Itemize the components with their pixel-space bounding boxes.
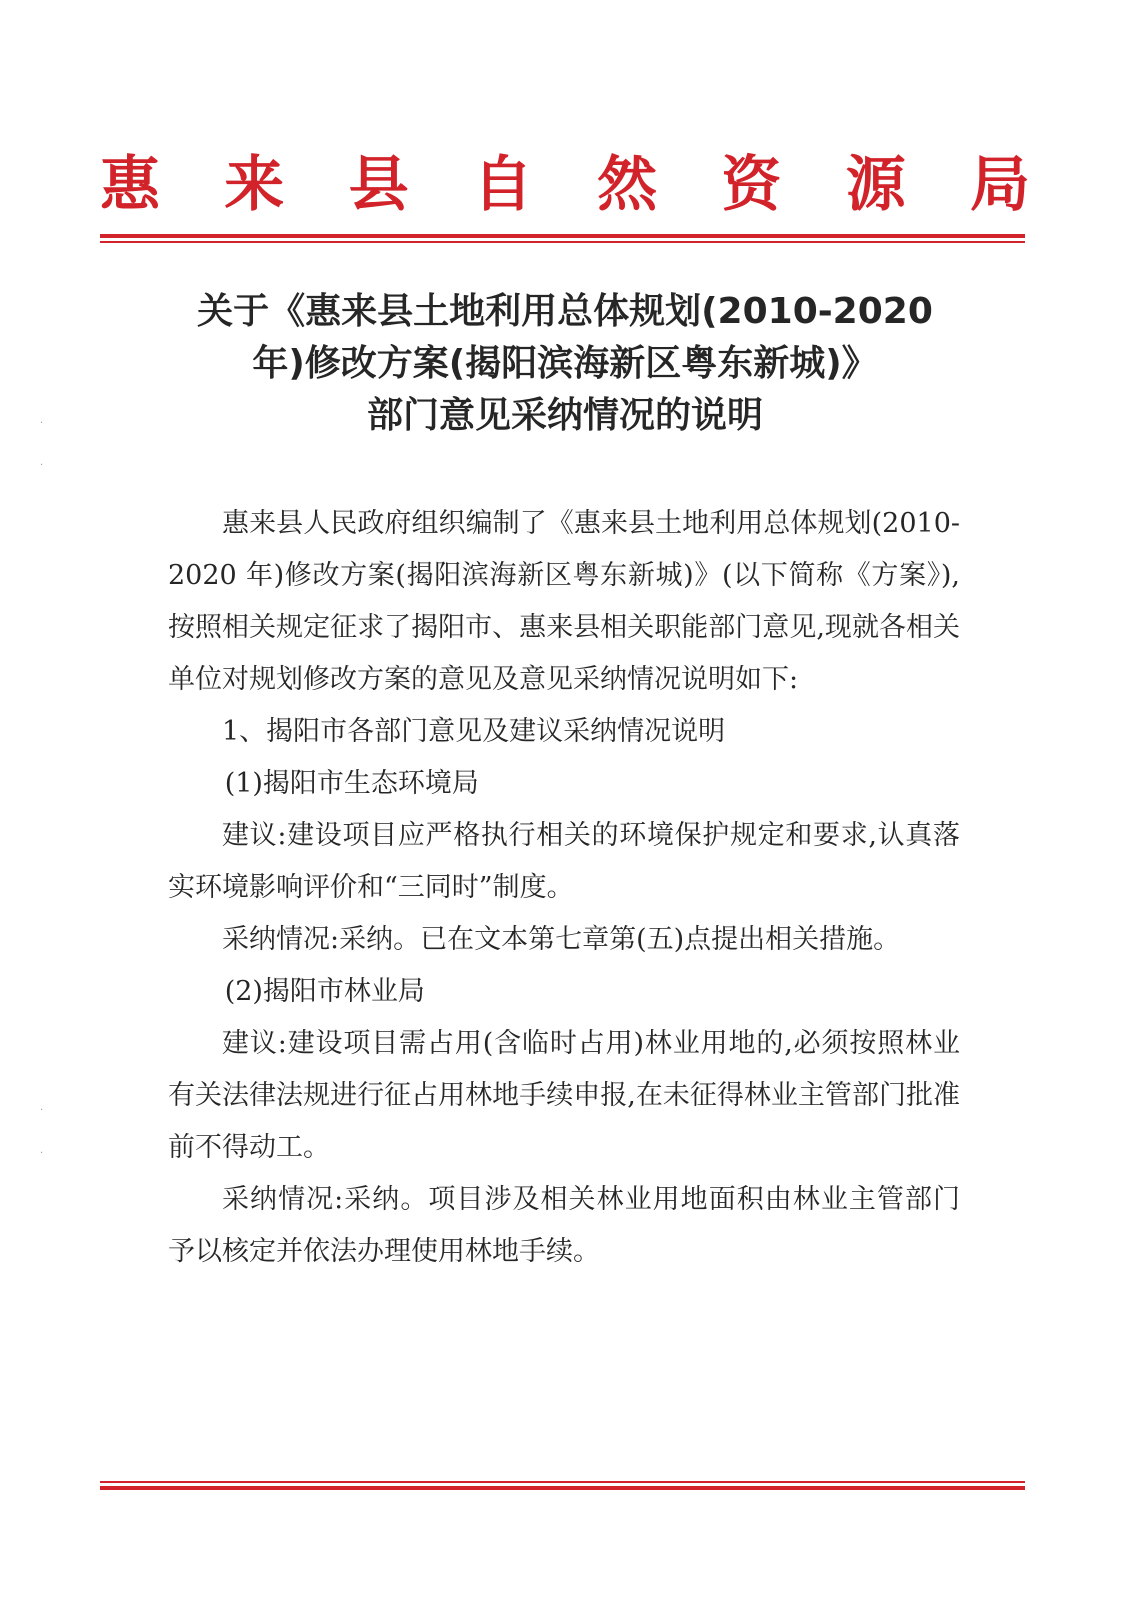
adoption-paragraph: 采纳情况:采纳。已在文本第七章第(五)点提出相关措施。 xyxy=(222,924,901,955)
org-char: 源 xyxy=(845,150,906,220)
advice-paragraph: 建议:建设项目应严格执行相关的环境保护规定和要求,认真落实环境影响评价和“三同时”制度。 xyxy=(168,820,960,903)
org-char: 县 xyxy=(348,150,409,220)
binding-hole-mark: · xyxy=(40,1105,44,1116)
issuing-organization xyxy=(100,145,1030,225)
org-char: 局 xyxy=(969,150,1030,220)
title-line: 部门意见采纳情况的说明 xyxy=(366,395,763,436)
org-char: 资 xyxy=(721,150,782,220)
section-heading: 1、揭阳市各部门意见及建议采纳情况说明 xyxy=(222,716,726,747)
binding-hole-mark: · xyxy=(40,460,44,471)
binding-hole-mark: · xyxy=(40,418,44,429)
org-char: 然 xyxy=(597,150,658,220)
item-heading: (2)揭阳市林业局 xyxy=(224,976,425,1007)
header-divider-thick xyxy=(100,234,1025,238)
header-divider xyxy=(100,234,1025,243)
org-char: 惠 xyxy=(100,150,160,220)
footer-divider-thin xyxy=(100,1481,1025,1483)
advice-paragraph: 建议:建设项目需占用(含临时占用)林业用地的,必须按照林业有关法律法规进行征占用林地手续申报,在未征得林业主管部门批准前不得动工。 xyxy=(168,1028,960,1163)
footer-divider-thick xyxy=(100,1486,1025,1490)
item-heading: (1)揭阳市生态环境局 xyxy=(224,768,479,799)
footer-divider xyxy=(100,1481,1025,1490)
org-char: 自 xyxy=(472,150,533,220)
document-body xyxy=(168,498,960,1278)
org-char: 来 xyxy=(224,150,285,220)
adoption-paragraph: 采纳情况:采纳。项目涉及相关林业用地面积由林业主管部门予以核定并依法办理使用林地手续。 xyxy=(168,1184,960,1267)
title-line: 关于《惠来县土地利用总体规划(2010-2020 xyxy=(197,291,933,332)
title-line: 年)修改方案(揭阳滨海新区粤东新城)》 xyxy=(252,343,878,384)
binding-hole-mark: · xyxy=(40,1148,44,1159)
document-title xyxy=(150,286,980,442)
intro-paragraph: 惠来县人民政府组织编制了《惠来县土地利用总体规划(2010-2020 年)修改方案(揭阳滨海新区粤东新城)》(以下简称《方案》),按照相关规定征求了揭阳市、惠来县相关职能部门意见,现就各相关单位对规划修改方案的意见及意见采纳情况说明如下: xyxy=(168,508,960,695)
header-divider-thin xyxy=(100,241,1025,243)
